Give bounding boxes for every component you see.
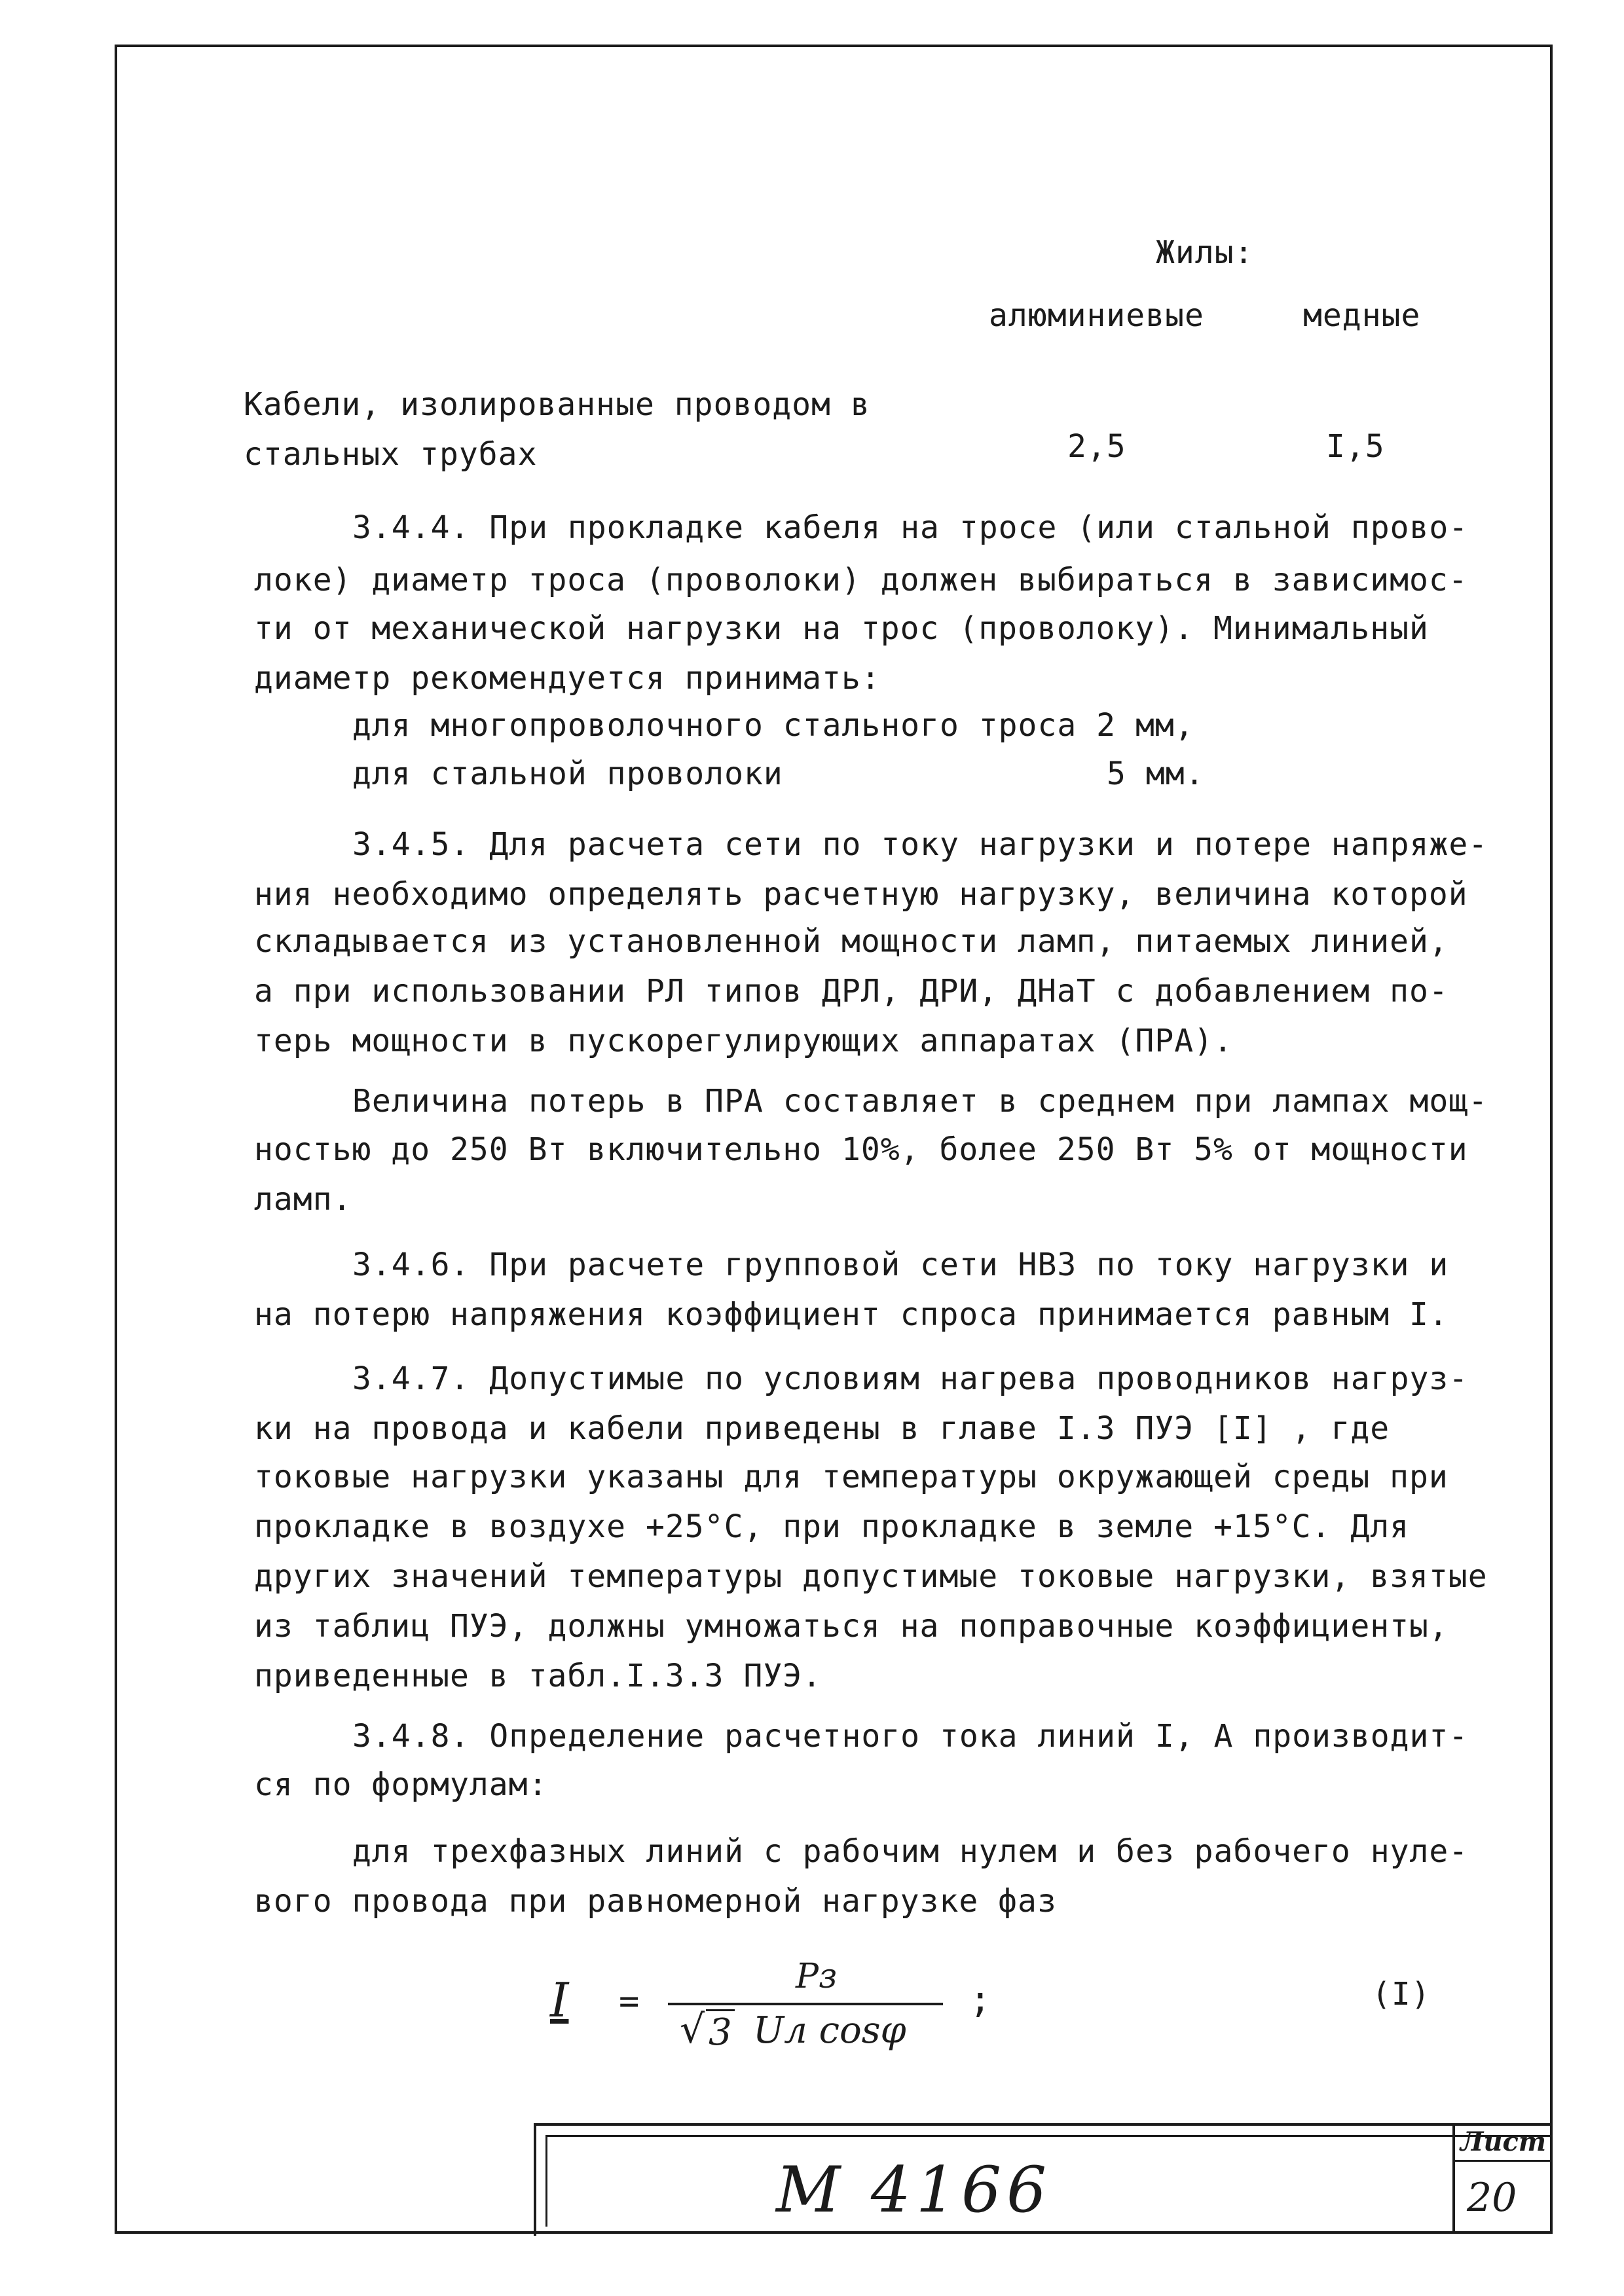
formula-terminator: ;: [969, 1978, 991, 2021]
aluminum-value: 2,5: [1067, 428, 1126, 465]
sheet-box: [1452, 2123, 1550, 2233]
formula-denominator: Uл cosφ: [753, 2009, 906, 2052]
p345-line: а при использовании РЛ типов ДРЛ, ДРИ, ДНаТ с добавлением по-: [254, 973, 1449, 1010]
col-aluminum: алюминиевые: [989, 297, 1204, 334]
formula-sqrt-sign: √: [680, 2007, 705, 2052]
formula-numerator: Pз: [796, 1957, 838, 1996]
p345-line: складывается из установленной мощности ламп, питаемых линией,: [254, 923, 1449, 960]
p345-line: терь мощности в пускорегулирующих аппаратах (ПРА).: [254, 1023, 1233, 1059]
p344-line: 3.4.4. При прокладке кабеля на тросе (или стальной прово-: [352, 509, 1469, 546]
sheet-number: 20: [1467, 2175, 1517, 2221]
p348-line: вого провода при равномерной нагрузке фаз: [254, 1883, 1057, 1920]
sheet-label: Лист: [1460, 2126, 1547, 2157]
p344-line: для стальной проволоки: [352, 756, 783, 792]
p347-line: из таблиц ПУЭ, должны умножаться на поправочные коэффициенты,: [254, 1608, 1449, 1645]
p347-line: 3.4.7. Допустимые по условиям нагрева проводников нагруз-: [352, 1360, 1469, 1397]
doc-code: М 4166: [776, 2153, 1052, 2227]
p345-line: 3.4.5. Для расчета сети по току нагрузки и потере напряже-: [352, 826, 1488, 863]
p348-line: ся по формулам:: [254, 1766, 548, 1803]
formula-equals: =: [619, 1982, 640, 2021]
p344-line: для многопроволочного стального троса 2 мм,: [352, 707, 1194, 744]
p344-line: ти от механической нагрузки на трос (проволоку). Минимальный: [254, 610, 1429, 647]
p347-line: приведенные в табл.I.3.3 ПУЭ.: [254, 1658, 822, 1694]
p345-line: Величина потерь в ПРА составляет в среднем при лампах мощ-: [352, 1083, 1488, 1120]
p344-value: 5 мм.: [1107, 756, 1205, 792]
p345-line: ния необходимо определять расчетную нагрузку, величина которой: [254, 876, 1468, 913]
col-copper: медные: [1303, 297, 1421, 334]
p347-line: ки на провода и кабели приведены в главе I.3 ПУЭ [I] , где: [254, 1410, 1390, 1447]
formula-lhs: I: [550, 1973, 569, 2028]
p346-line: 3.4.6. При расчете групповой сети НВЗ по току нагрузки и: [352, 1247, 1449, 1283]
sheet-box-divider: [1455, 2160, 1550, 2162]
formula-current: [537, 1954, 995, 2059]
p348-line: 3.4.8. Определение расчетного тока линий I, А производит-: [352, 1718, 1469, 1755]
cores-header: Жилы:: [1156, 234, 1254, 271]
p347-line: токовые нагрузки указаны для температуры окружающей среды при: [254, 1459, 1449, 1495]
p345-line: ламп.: [254, 1181, 352, 1218]
fraction-bar: [668, 2003, 943, 2005]
formula-sqrt-arg: 3: [706, 2009, 735, 2054]
page-bottom-border: [115, 2231, 1550, 2234]
cable-row-label-1: Кабели, изолированные проводом в: [244, 386, 870, 423]
cable-row-label-2: стальных трубах: [244, 436, 538, 473]
p345-line: ностью до 250 Вт включительно 10%, более 250 Вт 5% от мощности: [254, 1131, 1468, 1168]
copper-value: I,5: [1326, 428, 1385, 465]
p348-line: для трехфазных линий с рабочим нулем и без рабочего нуле-: [352, 1833, 1469, 1870]
p344-line: локе) диаметр троса (проволоки) должен выбираться в зависимос-: [254, 562, 1468, 598]
p344-line: диаметр рекомендуется принимать:: [254, 660, 881, 697]
formula-number: (I): [1372, 1976, 1431, 2013]
p347-line: прокладке в воздухе +25°С, при прокладке в земле +15°С. Для: [254, 1508, 1410, 1545]
p347-line: других значений температуры допустимые токовые нагрузки, взятые: [254, 1558, 1488, 1595]
p346-line: на потерю напряжения коэффициент спроса принимается равным I.: [254, 1296, 1449, 1333]
